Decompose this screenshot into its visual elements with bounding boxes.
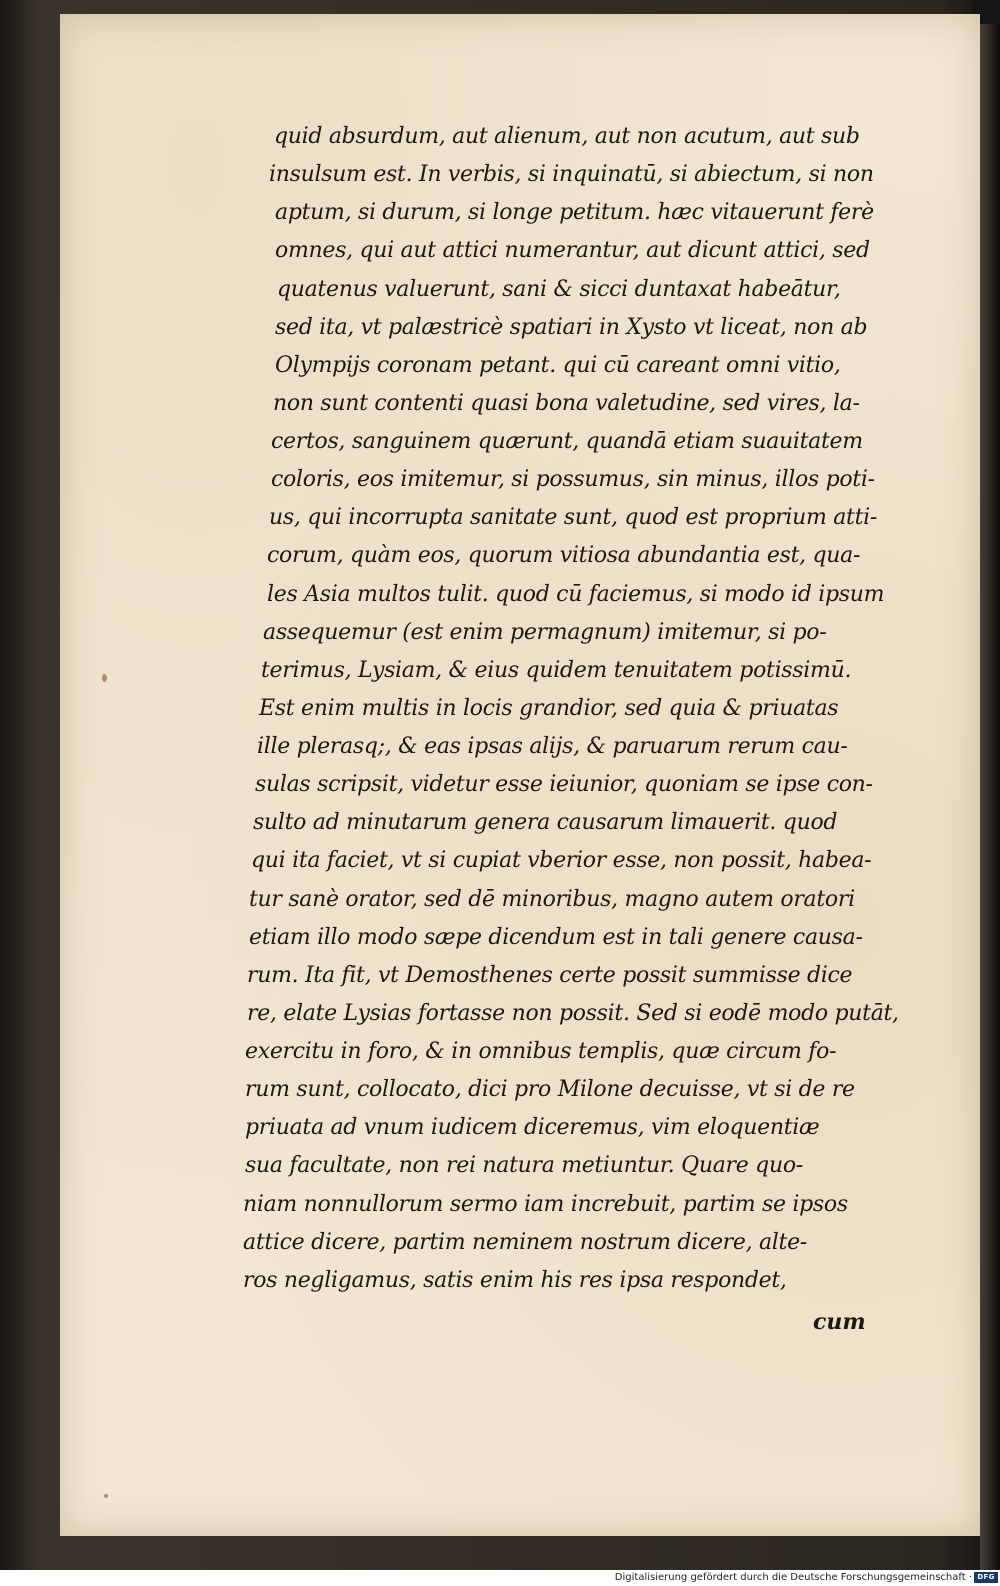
text-line: certos, sanguinem quærunt, quandā etiam suauitatem — [271, 429, 863, 454]
book-fore-edge — [980, 0, 1000, 1570]
text-line: qui ita faciet, vt si cupiat vberior esse, non possit, habea- — [251, 848, 872, 874]
text-line: sulto ad minutarum genera causarum limauerit. quod — [253, 810, 838, 836]
text-line: re, elate Lysias fortasse non possit. Sed si eodē modo putāt, — [247, 1000, 899, 1026]
text-line: us, qui incorrupta sanitate sunt, quod est proprium atti- — [269, 505, 877, 531]
text-line: assequemur (est enim permagnum) imitemur, si po- — [263, 619, 827, 645]
catchword: cum — [813, 1309, 866, 1335]
digitization-footer — [0, 1570, 1000, 1586]
text-line: niam nonnullorum sermo iam increbuit, partim se ipsos — [243, 1191, 848, 1217]
text-line: priuata ad vnum iudicem diceremus, vim eloquentiæ — [245, 1115, 820, 1141]
text-line: quatenus valuerunt, sani & sicci duntaxat habeātur, — [277, 276, 841, 302]
text-line: sua facultate, non rei natura metiuntur. Quare quo- — [245, 1153, 803, 1179]
text-line: tur sanè orator, sed dē minoribus, magno autem oratori — [249, 886, 855, 912]
text-line: non sunt contenti quasi bona valetudine, sed vires, la- — [273, 390, 860, 416]
text-line: omnes, qui aut attici numerantur, aut dicunt attici, sed — [275, 238, 870, 264]
page-text — [243, 118, 943, 1300]
paper-speck — [102, 674, 107, 682]
text-line: Est enim multis in locis grandior, sed quia & priuatas — [259, 695, 839, 721]
paper-speck — [104, 1494, 108, 1498]
text-line: coloris, eos imitemur, si possumus, sin minus, illos poti- — [271, 467, 875, 493]
text-line: etiam illo modo sæpe dicendum est in tali genere causa- — [249, 924, 863, 950]
text-line: aptum, si durum, si longe petitum. hæc vitauerunt ferè — [275, 200, 874, 226]
text-line: terimus, Lysiam, & eius quidem tenuitatem potissimū. — [261, 657, 852, 683]
text-line: les Asia multos tulit. quod cū faciemus, si modo id ipsum — [267, 581, 885, 607]
text-line: Olympijs coronam petant. qui cū careant omni vitio, — [275, 352, 841, 378]
text-line: exercitu in foro, & in omnibus templis, quæ circum fo- — [245, 1039, 837, 1064]
text-line: insulsum est. In verbis, si inquinatū, si abiectum, si non — [269, 162, 874, 188]
text-line: sed ita, vt palæstricè spatiari in Xysto vt liceat, non ab — [275, 314, 868, 340]
text-line: rum sunt, collocato, dici pro Milone decuisse, vt si de re — [245, 1077, 855, 1103]
dfg-logo: DFG — [974, 1572, 998, 1583]
text-line: corum, quàm eos, quorum vitiosa abundantia est, qua- — [267, 543, 861, 569]
text-line: sulas scripsit, videtur esse ieiunior, quoniam se ipse con- — [255, 772, 873, 798]
funding-credit: Digitalisierung gefördert durch die Deutsche Forschungsgemeinschaft · — [614, 1572, 972, 1583]
text-line: attice dicere, partim neminem nostrum dicere, alte- — [243, 1229, 807, 1255]
text-line: quid absurdum, aut alienum, aut non acutum, aut sub — [274, 124, 860, 149]
text-line: ille plerasq;, & eas ipsas alijs, & paruarum rerum cau- — [257, 734, 848, 759]
text-line: rum. Ita fit, vt Demosthenes certe possit summisse dice — [247, 962, 853, 988]
text-line: ros negligamus, satis enim his res ipsa respondet, — [243, 1267, 787, 1293]
